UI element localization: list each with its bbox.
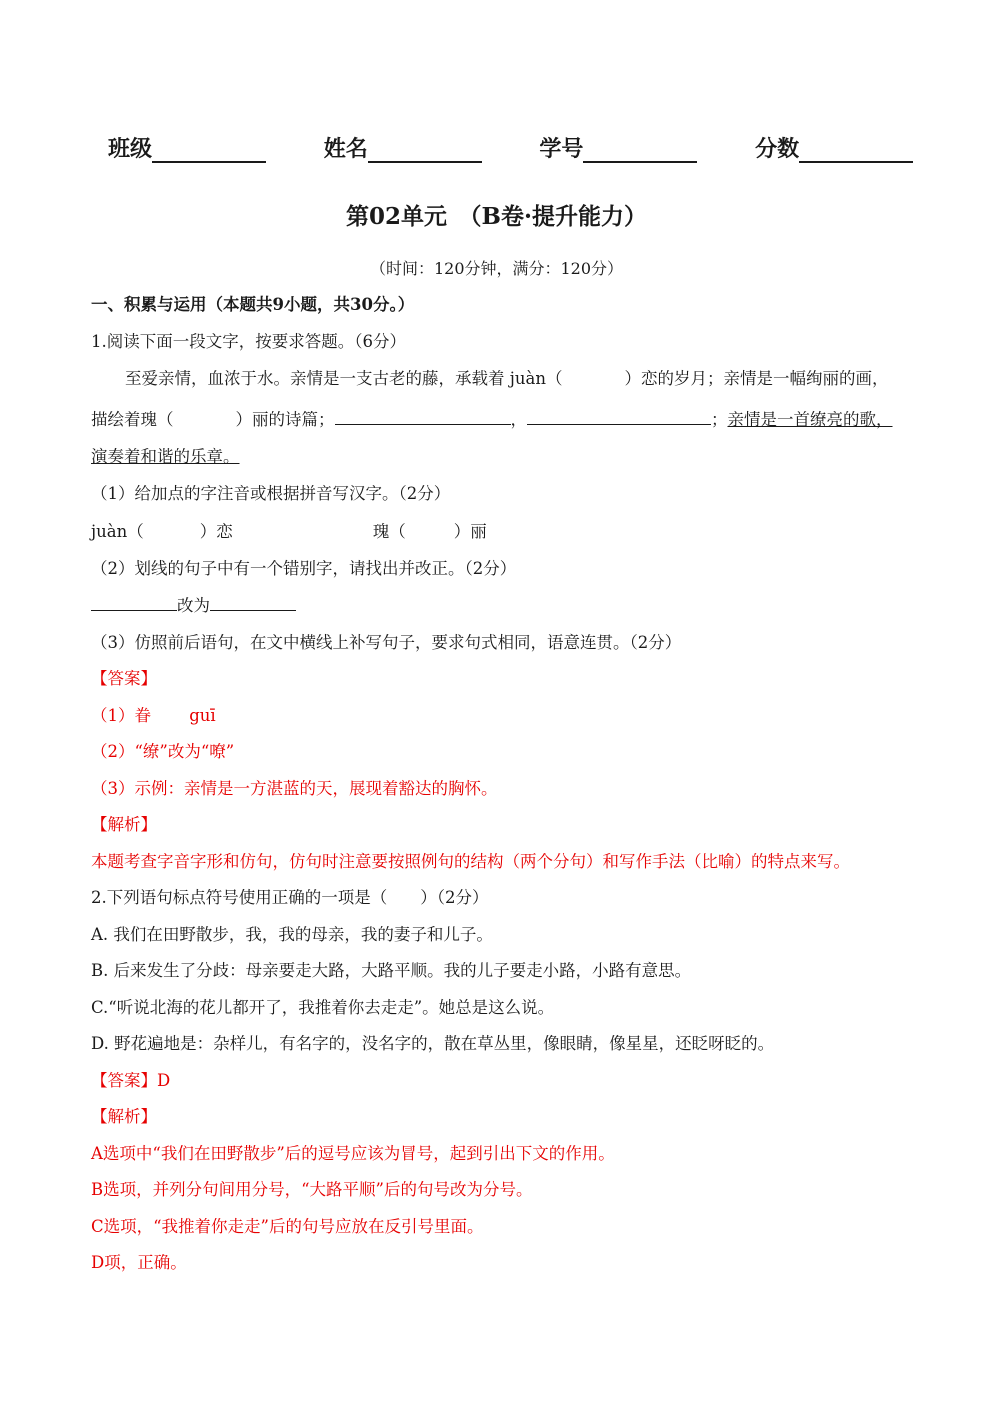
q2-stem: 2.下列语句标点符号使用正确的一项是（ ）（2分） (91, 888, 489, 907)
correct-char-blank[interactable] (210, 594, 296, 611)
header-fields (108, 132, 913, 163)
fill-blank-2[interactable] (527, 408, 711, 425)
q2-option-b: B. 后来发生了分歧：母亲要走大路，大路平顺。我的儿子要走小路，小路有意思。 (91, 961, 692, 980)
score-label: 分数 (755, 136, 800, 162)
q1-analysis-label: 【解析】 (91, 815, 157, 834)
page-title: 第02单元 （B卷·提升能力） (346, 203, 647, 230)
page-subtitle: （时间：120分钟，满分：120分） (369, 259, 624, 278)
q2-option-a: A. 我们在田野散步，我，我的母亲，我的妻子和儿子。 (91, 925, 493, 944)
wrong-char-blank[interactable] (91, 594, 177, 611)
q1-sub1: （1）给加点的字注音或根据拼音写汉字。（2分） (91, 484, 451, 503)
student-id-label: 学号 (539, 136, 584, 162)
q2-analysis-a: A选项中“我们在田野散步”后的逗号应该为冒号，起到引出下文的作用。 (91, 1144, 615, 1163)
q2-analysis-b: B选项，并列分句间用分号，“大路平顺”后的句号改为分号。 (91, 1180, 533, 1199)
score-blank[interactable] (799, 137, 913, 163)
q1-analysis-text: 本题考查字音字形和仿句，仿句时注意要按照例句的结构（两个分句）和写作手法（比喻）的特点来写。 (91, 852, 850, 871)
q2-option-d: D. 野花遍地是：杂样儿，有名字的，没名字的，散在草丛里，像眼睛，像星星，还眨呀眨的。 (91, 1034, 775, 1053)
q1-answer-label: 【答案】 (91, 669, 157, 688)
name-blank[interactable] (368, 137, 482, 163)
q1-stem: 1.阅读下面一段文字，按要求答题。（6分） (91, 332, 406, 351)
student-id-blank[interactable] (583, 137, 697, 163)
q2-option-c: C.“听说北海的花儿都开了，我推着你去走走”。她总是这么说。 (91, 998, 555, 1017)
underlined-sentence-part1: 亲情是一首缭亮的歌， (727, 410, 893, 429)
q1-answer-2: （2）“缭”改为“嘹” (91, 742, 235, 761)
q1-sub2-fill: 改为 (91, 594, 296, 617)
q1-sub1-answers: juàn（ ）恋 瑰（ ）丽 (91, 522, 487, 541)
q2-answer: 【答案】D (91, 1071, 171, 1090)
name-label: 姓名 (323, 136, 368, 162)
q1-paragraph-line2: 描绘着瑰（ ）丽的诗篇； ， ；亲情是一首缭亮的歌， (91, 410, 893, 429)
q1-sub2: （2）划线的句子中有一个错别字，请找出并改正。（2分） (91, 559, 517, 578)
q1-sub3: （3）仿照前后语句，在文中横线上补写句子，要求句式相同，语意连贯。（2分） (91, 633, 682, 652)
section-heading: 一、积累与运用（本题共9小题，共30分。） (91, 295, 415, 314)
q1-answer-1: （1）眷 guī (91, 706, 216, 725)
q2-analysis-label: 【解析】 (91, 1107, 157, 1126)
q2-analysis-c: C选项，“我推着你走走”后的句号应放在反引号里面。 (91, 1217, 484, 1236)
underlined-sentence-part2: 演奏着和谐的乐章。 (91, 447, 240, 466)
fill-blank-1[interactable] (335, 408, 511, 425)
class-label: 班级 (108, 136, 153, 162)
q1-paragraph-line1: 至爱亲情，血浓于水。亲情是一支古老的藤，承载着 juàn（ ）恋的岁月；亲情是一幅绚丽的画， (125, 369, 889, 388)
class-blank[interactable] (152, 137, 266, 163)
q1-answer-3: （3）示例：亲情是一方湛蓝的天，展现着豁达的胸怀。 (91, 779, 498, 798)
q2-analysis-d: D项，正确。 (91, 1253, 187, 1272)
